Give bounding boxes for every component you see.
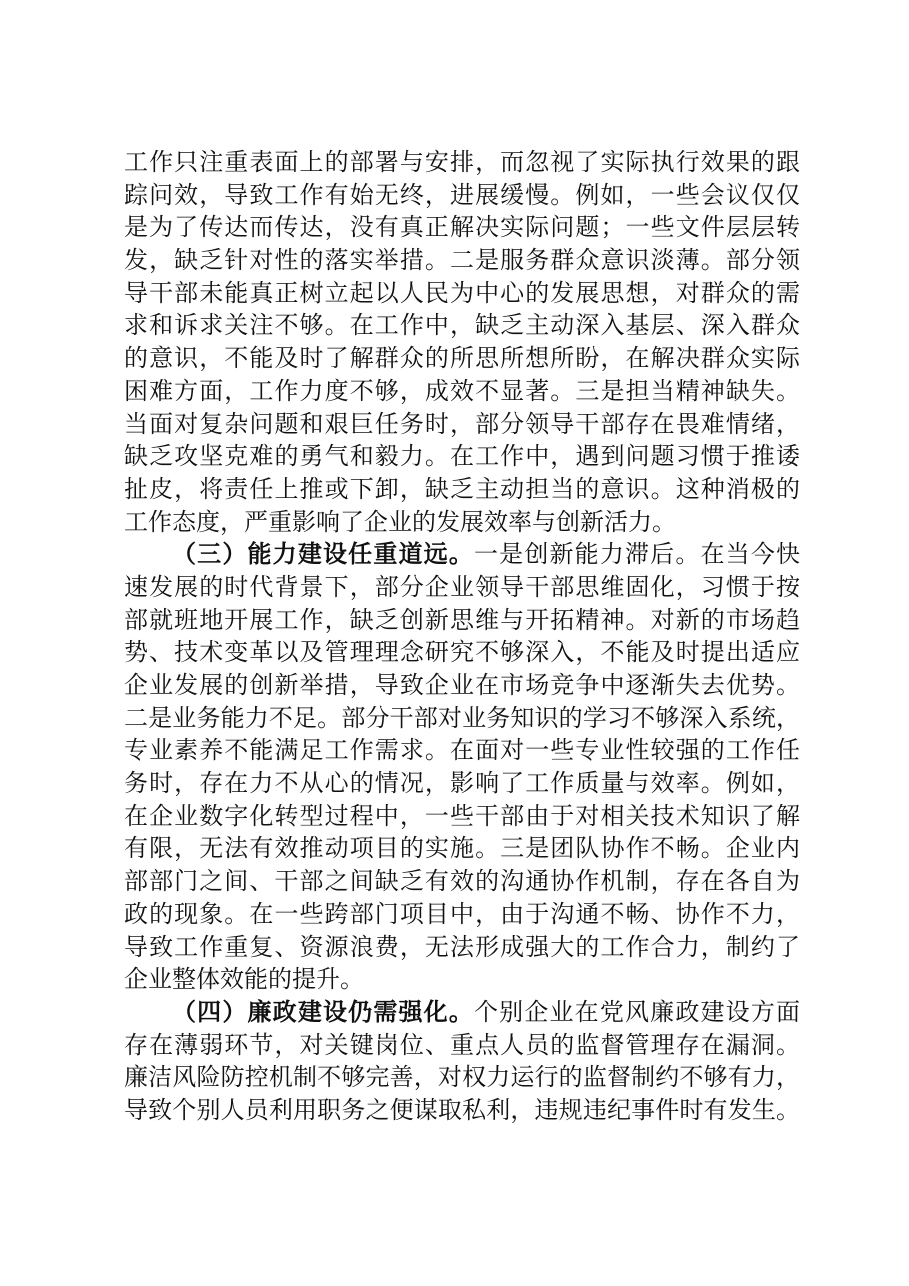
section-heading: （三）能力建设任重道远。 xyxy=(172,539,474,569)
text-line: 导干部未能真正树立起以人民为中心的发展思想，对群众的需 xyxy=(124,278,800,307)
text-line: 势、技术变革以及管理理念研究不够深入，不能及时提出适应 xyxy=(124,638,800,667)
text-line: 发，缺乏针对性的落实举措。二是服务群众意识淡薄。部分领 xyxy=(124,246,800,275)
text-line: 务时，存在力不从心的情况，影响了工作质量与效率。例如， xyxy=(124,769,800,798)
text-line: 求和诉求关注不够。在工作中，缺乏主动深入基层、深入群众 xyxy=(124,311,800,340)
text-line: 部就班地开展工作，缺乏创新思维与开拓精神。对新的市场趋 xyxy=(124,605,800,634)
text-line: 有限，无法有效推动项目的实施。三是团队协作不畅。企业内 xyxy=(124,834,800,863)
text-line: 扯皮，将责任上推或下卸，缺乏主动担当的意识。这种消极的 xyxy=(124,474,800,503)
text-line: 企业整体效能的提升。 xyxy=(124,965,364,994)
text-line: 缺乏攻坚克难的勇气和毅力。在工作中，遇到问题习惯于推诿 xyxy=(124,442,800,471)
text-line: 困难方面，工作力度不够，成效不显著。三是担当精神缺失。 xyxy=(124,376,800,405)
section-heading-line xyxy=(124,996,800,1029)
text-line: 当面对复杂问题和艰巨任务时，部分领导干部存在畏难情绪， xyxy=(124,409,800,438)
text-line: 部部门之间、干部之间缺乏有效的沟通协作机制，存在各自为 xyxy=(124,867,800,896)
text-line: 工作态度，严重影响了企业的发展效率与创新活力。 xyxy=(124,507,676,536)
paragraph-section-3 xyxy=(124,538,800,996)
section-heading-line xyxy=(124,538,800,571)
text-line: 廉洁风险防控机制不够完善，对权力运行的监督制约不够有力， xyxy=(124,1063,800,1092)
section-heading: （四）廉政建设仍需强化。 xyxy=(172,996,474,1026)
text-line: 导致工作重复、资源浪费，无法形成强大的工作合力，制约了 xyxy=(124,932,800,961)
text-line: 企业发展的创新举措，导致企业在市场竞争中逐渐失去优势。 xyxy=(124,671,800,699)
document-body xyxy=(124,146,800,1127)
paragraph-section-4 xyxy=(124,996,800,1127)
paragraph-continued xyxy=(124,146,800,538)
text-line: 的意识，不能及时了解群众的所思所想所盼，在解决群众实际 xyxy=(124,344,800,373)
text-line: 工作只注重表面上的部署与安排，而忽视了实际执行效果的跟 xyxy=(124,148,800,176)
text-line: 二是业务能力不足。部分干部对业务知识的学习不够深入系统， xyxy=(124,703,800,732)
text-line: 专业素养不能满足工作需求。在面对一些专业性较强的工作任 xyxy=(124,736,800,765)
text-line: 是为了传达而传达，没有真正解决实际问题；一些文件层层转 xyxy=(124,213,800,242)
text-line: 速发展的时代背景下，部分企业领导干部思维固化，习惯于按 xyxy=(124,572,800,601)
heading-line-text: 个别企业在党风廉政建设方面 xyxy=(474,997,800,1026)
text-line: 导致个别人员利用职务之便谋取私利，违规违纪事件时有发生。 xyxy=(124,1095,800,1124)
text-line: 踪问效，导致工作有始无终，进展缓慢。例如，一些会议仅仅 xyxy=(124,180,800,209)
heading-line-text: 一是创新能力滞后。在当今快 xyxy=(474,540,800,569)
text-line: 存在薄弱环节，对关键岗位、重点人员的监督管理存在漏洞。 xyxy=(124,1030,800,1059)
text-line: 政的现象。在一些跨部门项目中，由于沟通不畅、协作不力， xyxy=(124,899,800,928)
text-line: 在企业数字化转型过程中，一些干部由于对相关技术知识了解 xyxy=(124,801,800,830)
